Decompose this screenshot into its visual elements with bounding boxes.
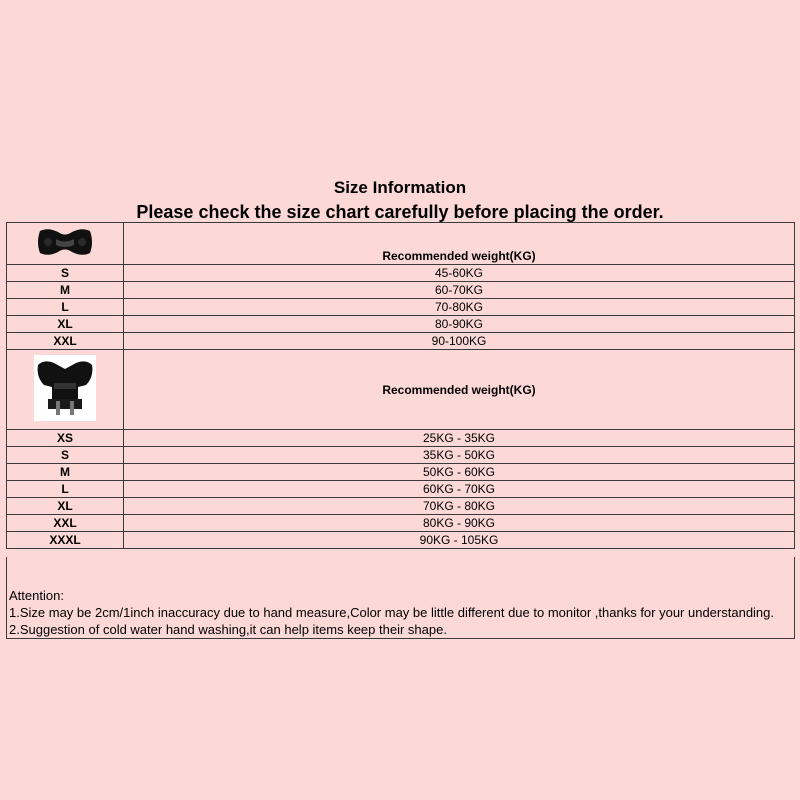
- size-label: XXXL: [7, 532, 124, 549]
- attention-heading: Attention:: [9, 588, 64, 603]
- weight-value: 80KG - 90KG: [124, 515, 795, 532]
- size-label: XXL: [7, 333, 124, 350]
- size-label: M: [7, 282, 124, 299]
- weight-value: 90KG - 105KG: [124, 532, 795, 549]
- size-label: XXL: [7, 515, 124, 532]
- weight-value: 70-80KG: [124, 299, 795, 316]
- attention-notes: [6, 557, 795, 639]
- page-title: Size Information: [333, 178, 467, 197]
- size-label: S: [7, 447, 124, 464]
- section2-header: Recommended weight(KG): [124, 350, 795, 430]
- table-row: [7, 498, 795, 515]
- table-row: [7, 265, 795, 282]
- size-label: XS: [7, 430, 124, 447]
- table-row: [7, 447, 795, 464]
- weight-value: 50KG - 60KG: [124, 464, 795, 481]
- size-label: XL: [7, 316, 124, 333]
- size-chart-table: [6, 222, 795, 549]
- size-label: M: [7, 464, 124, 481]
- note-line-1: 1.Size may be 2cm/1inch inaccuracy due to hand measure,Color may be little different due to monitor ,thanks for your understanding.: [9, 605, 775, 620]
- table-row: [7, 464, 795, 481]
- posture-corrector-image: [34, 355, 96, 421]
- table-row: [7, 515, 795, 532]
- weight-value: 60KG - 70KG: [124, 481, 795, 498]
- size-label: S: [7, 265, 124, 282]
- table-row: [7, 316, 795, 333]
- page-heading: [0, 176, 800, 224]
- note-line-2: 2.Suggestion of cold water hand washing,it can help items keep their shape.: [9, 622, 447, 637]
- weight-value: 35KG - 50KG: [124, 447, 795, 464]
- weight-value: 25KG - 35KG: [124, 430, 795, 447]
- size-label: XL: [7, 498, 124, 515]
- table-row: [7, 282, 795, 299]
- weight-value: 80-90KG: [124, 316, 795, 333]
- product-image-cell: [7, 223, 124, 265]
- weight-value: 70KG - 80KG: [124, 498, 795, 515]
- weight-value: 90-100KG: [124, 333, 795, 350]
- section1-header-row: [7, 223, 795, 265]
- weight-value: 45-60KG: [124, 265, 795, 282]
- table-row: [7, 333, 795, 350]
- section2-header-row: [7, 350, 795, 430]
- table-row: [7, 532, 795, 549]
- table-row: [7, 430, 795, 447]
- section1-header: Recommended weight(KG): [124, 223, 795, 265]
- page-subtitle: Please check the size chart carefully before placing the order.: [136, 202, 664, 222]
- shoulder-brace-image: [34, 225, 96, 259]
- weight-value: 60-70KG: [124, 282, 795, 299]
- table-row: [7, 299, 795, 316]
- size-label: L: [7, 481, 124, 498]
- product-image-cell: [7, 350, 124, 430]
- table-row: [7, 481, 795, 498]
- size-label: L: [7, 299, 124, 316]
